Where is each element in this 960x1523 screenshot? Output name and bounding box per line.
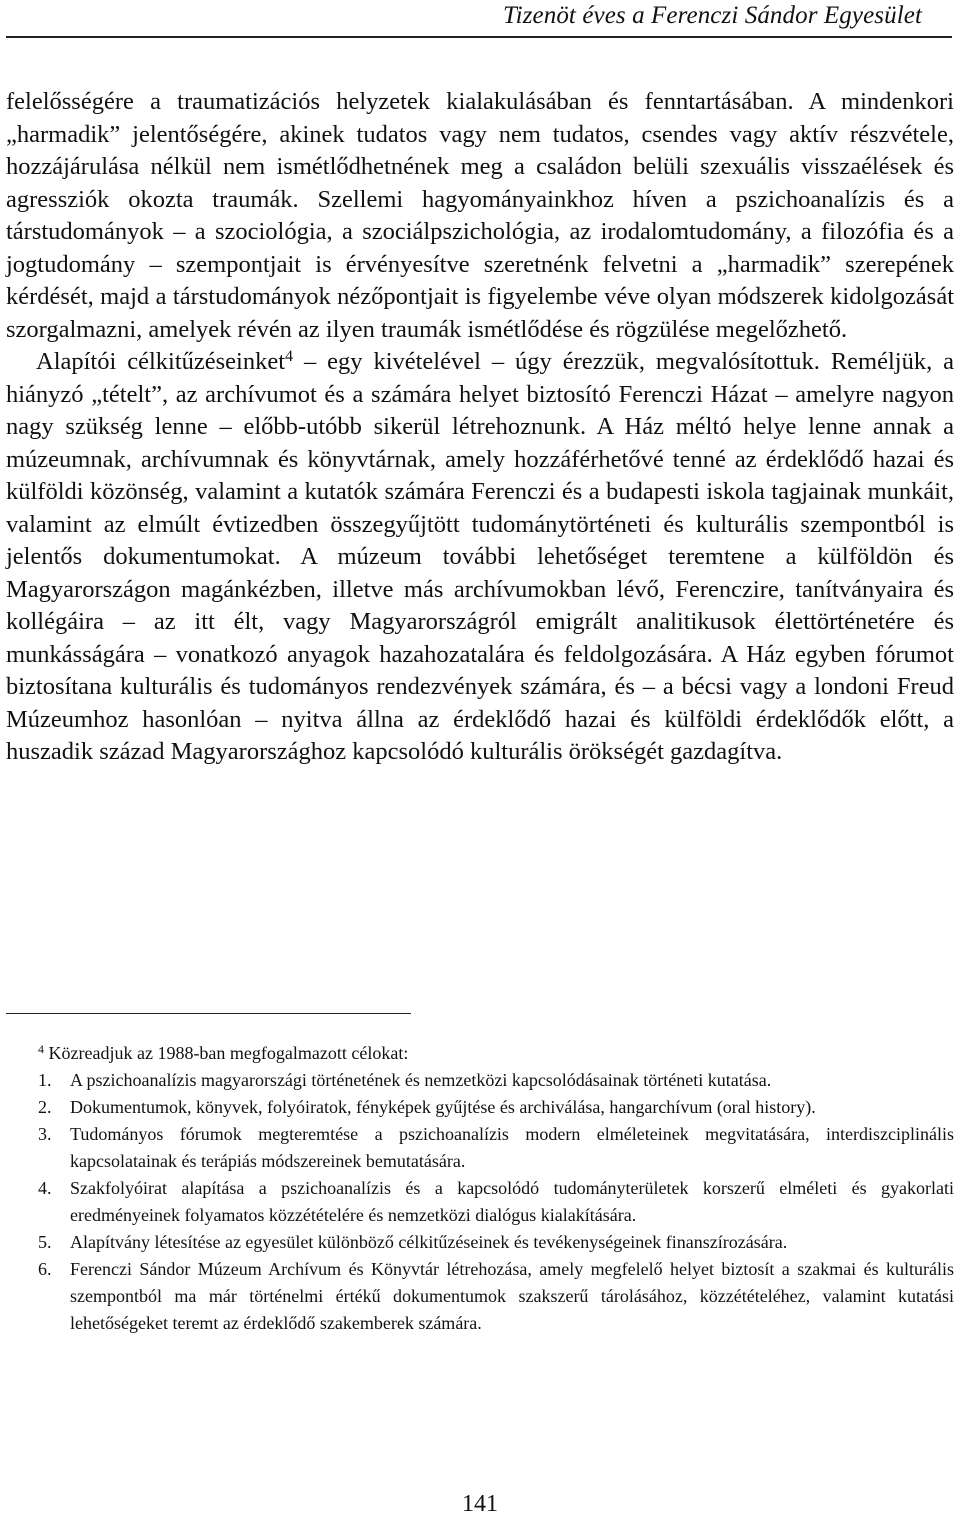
footnote-rule (6, 1013, 411, 1014)
paragraph-2-start: Alapítói célkitűzéseinket (36, 348, 286, 375)
footnotes (38, 1040, 954, 1337)
page-number: 141 (462, 1491, 498, 1517)
list-item-number: 5. (38, 1232, 52, 1252)
main-text (6, 86, 954, 769)
list-item (38, 1229, 954, 1256)
list-item (38, 1175, 954, 1229)
running-header (0, 0, 960, 40)
footnote-marker: 4 (38, 1042, 44, 1056)
list-item-number: 2. (38, 1097, 52, 1117)
list-item-text: Alapítvány létesítése az egyesület különböző célkitűzéseinek és tevékenységeinek finanszírozására. (70, 1232, 788, 1252)
list-item-text: Tudományos fórumok megteremtése a pszichoanalízis modern elméleteinek megvitatására, interdiszciplinális kapcsolatainak és terápiás módszereinek bemutatására. (70, 1124, 954, 1171)
list-item-number: 1. (38, 1070, 52, 1090)
list-item (38, 1256, 954, 1337)
footnote-list (38, 1067, 954, 1337)
paragraph-2-rest: – egy kivételével – úgy érezzük, megvalósítottuk. Reméljük, a hiányzó „tételt”, az archívumot és a számára helyet biztosító Ferenczi Házat – amelyre nagyon nagy szükség lenne – előbb-utóbb sikerül létrehoznunk. A Ház méltó helye lenne annak a múzeumnak, archívumnak és könyvtárnak, amely hozzáférhetővé tenné az érdeklődő hazai és külföldi közönség, valamint a kutatók számára Ferenczi és a budapesti iskola tagjainak munkáit, valamint az elmúlt évtizedben összegyűjtött tudománytörténeti és kulturális szempontból is jelentős dokumentumokat. A múzeum további lehetőséget teremtene a külföldön és Magyarországon magánkézben, illetve más archívumokban lévő, Ferenczire, tanítványaira és kollégáira – az itt élt, vagy Magyarországról emigrált analitikusok élettörténetére és munkásságára – vonatkozó anyagok hazahozatalára és feldolgozására. A Ház egyben fórumot biztosítana kulturális és tudományos rendezvények számára, és – a bécsi vagy a londoni Freud Múzeumhoz hasonlóan – nyitva állna az érdeklődő hazai és külföldi érdeklődők előtt, a huszadik század Magyarországhoz kapcsolódó kulturális örökségét gazdagítva. (6, 348, 955, 765)
paragraph-2 (6, 346, 954, 769)
footnote-intro (38, 1040, 954, 1067)
list-item-number: 3. (38, 1124, 52, 1144)
list-item (38, 1067, 954, 1094)
list-item-text: A pszichoanalízis magyarországi történetének és nemzetközi kapcsolódásainak történeti kutatása. (70, 1070, 772, 1090)
footnote-intro-text: Közreadjuk az 1988-ban megfogalmazott célokat: (48, 1043, 409, 1063)
list-item-number: 4. (38, 1178, 52, 1198)
list-item (38, 1121, 954, 1175)
list-item (38, 1094, 954, 1121)
list-item-text: Ferenczi Sándor Múzeum Archívum és Könyvtár létrehozása, amely megfelelő helyet biztosít a szakmai és kulturális szempontból ma már történelmi értékű dokumentumok szakszerű tárolásához, közzétételéhez, valamint kutatási lehetőségeket teremt az érdeklődő szakemberek számára. (70, 1259, 954, 1333)
list-item-number: 6. (38, 1259, 52, 1279)
list-item-text: Szakfolyóirat alapítása a pszichoanalízis és a kapcsolódó tudományterületek korszerű elméleti és gyakorlati eredményeinek folyamatos közzétételére és nemzetközi dialógus kialakítására. (70, 1178, 954, 1225)
running-header-title: Tizenöt éves a Ferenczi Sándor Egyesület (503, 2, 922, 29)
paragraph-1: felelősségére a traumatizációs helyzetek kialakulásában és fenntartásában. A mindenkori „harmadik” jelentőségére, akinek tudatos vagy nem tudatos, csendes vagy aktív részvétele, hozzájárulása nélkül nem ismétlődhetnének meg a családon belüli szexuális visszaélések és agressziók okozta traumák. Szellemi hagyományainkhoz híven a pszichoanalízis és a társtudományok – a szociológia, a szociálpszichológia, az irodalomtudomány, a filozófia és a jogtudomány – szempontjait is érvényesítve szeretnénk felvetni a „harmadik” szerepének kérdését, majd a társtudományok nézőpontjait is figyelembe véve olyan módszerek kidolgozását szorgalmazni, amelyek révén az ilyen traumák ismétlődése és rögzülése megelőzhető. (6, 88, 954, 343)
list-item-text: Dokumentumok, könyvek, folyóiratok, fényképek gyűjtése és archiválása, hangarchívum (oral history). (70, 1097, 816, 1117)
footnote-reference[interactable]: 4 (285, 348, 294, 365)
header-rule (6, 36, 952, 38)
